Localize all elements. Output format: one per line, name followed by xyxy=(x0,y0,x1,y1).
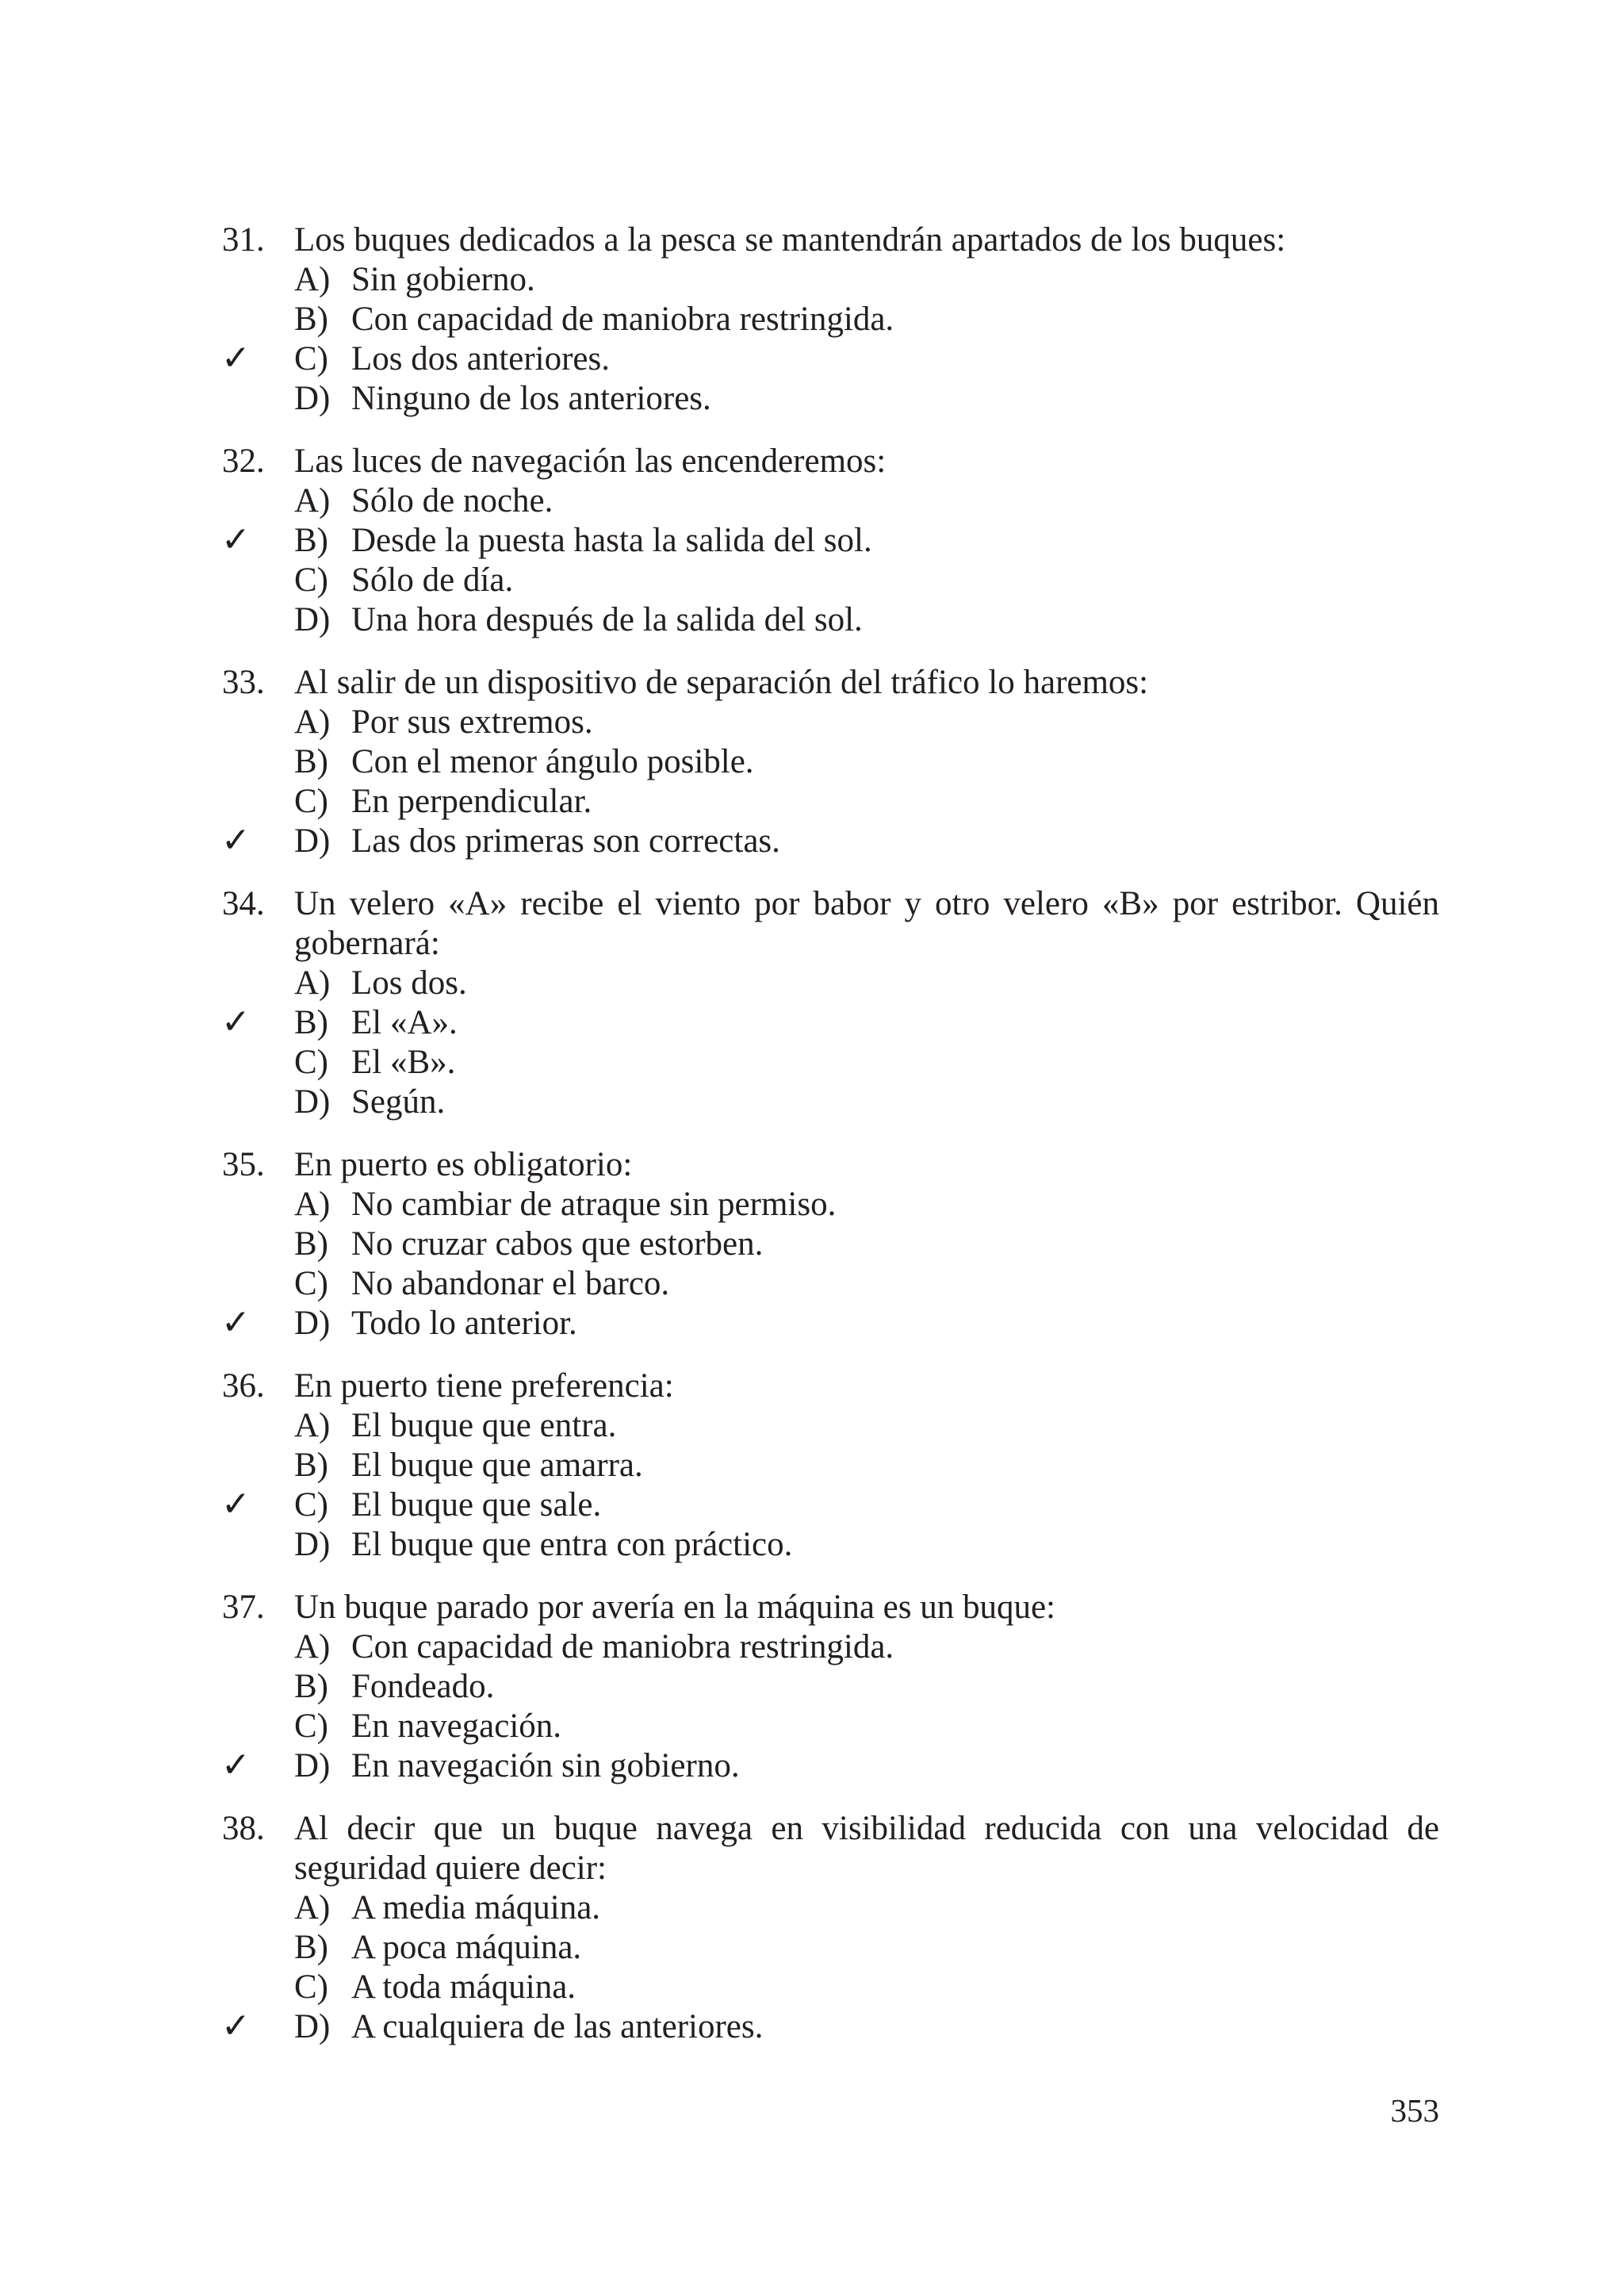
question-text: Un velero «A» recibe el viento por babor y otro velero «B» por estribor. Quién gobernará: xyxy=(294,885,1439,962)
option-letter: C) xyxy=(294,1708,328,1745)
option-a xyxy=(222,1888,1439,1928)
option-letter: A) xyxy=(294,1889,331,1926)
option-letter: D) xyxy=(294,601,331,638)
question-number: 35. xyxy=(222,1146,265,1183)
option-b xyxy=(222,300,1439,339)
question-text: Un buque parado por avería en la máquina es un buque: xyxy=(294,1589,1056,1626)
option-c xyxy=(222,339,1439,379)
option-text: Sin gobierno. xyxy=(351,261,535,298)
option-text: A toda máquina. xyxy=(351,1968,576,2006)
option-a xyxy=(222,1406,1439,1446)
option-text: Según. xyxy=(351,1083,446,1121)
option-text: Desde la puesta hasta la salida del sol. xyxy=(351,522,872,559)
page-number: 353 xyxy=(1390,2092,1439,2129)
option-text: Por sus extremos. xyxy=(351,703,593,741)
option-letter: C) xyxy=(294,1486,328,1524)
question-stem xyxy=(222,442,1439,481)
option-text: En perpendicular. xyxy=(351,783,592,820)
option-c xyxy=(222,1264,1439,1304)
question-text: Al salir de un dispositivo de separación del tráfico lo haremos: xyxy=(294,664,1149,701)
question-text: En puerto tiene preferencia: xyxy=(294,1367,674,1405)
option-b xyxy=(222,1003,1439,1043)
option-text: Los dos. xyxy=(351,964,467,1002)
question-38 xyxy=(222,1809,1439,2047)
option-a xyxy=(222,1185,1439,1225)
option-b xyxy=(222,521,1439,561)
option-letter: D) xyxy=(294,380,331,417)
question-35 xyxy=(222,1145,1439,1343)
option-b xyxy=(222,1928,1439,1968)
option-d xyxy=(222,379,1439,419)
question-stem xyxy=(222,884,1439,964)
question-number: 31. xyxy=(222,221,265,259)
option-a xyxy=(222,964,1439,1003)
option-letter: B) xyxy=(294,743,328,780)
question-stem xyxy=(222,663,1439,703)
option-letter: C) xyxy=(294,1044,328,1081)
option-text: Sólo de noche. xyxy=(351,482,553,519)
question-text: Los buques dedicados a la pesca se mantendrán apartados de los buques: xyxy=(294,221,1286,259)
question-text: Al decir que un buque navega en visibilidad reducida con una velocidad de seguridad quiere decir: xyxy=(294,1810,1439,1887)
check-mark-icon: ✓ xyxy=(221,1484,251,1524)
option-text: El «A». xyxy=(351,1004,458,1041)
option-text: En navegación sin gobierno. xyxy=(351,1747,740,1784)
question-stem xyxy=(222,1809,1439,1888)
option-letter: B) xyxy=(294,1447,328,1484)
option-text: El buque que amarra. xyxy=(351,1447,643,1484)
option-c xyxy=(222,561,1439,600)
question-number: 37. xyxy=(222,1589,265,1626)
question-stem xyxy=(222,1145,1439,1185)
option-c xyxy=(222,1043,1439,1083)
option-letter: C) xyxy=(294,340,328,378)
check-mark-icon: ✓ xyxy=(221,2006,251,2046)
question-34 xyxy=(222,884,1439,1122)
question-number: 33. xyxy=(222,664,265,701)
option-b xyxy=(222,1225,1439,1264)
check-mark-icon: ✓ xyxy=(221,338,251,378)
option-letter: C) xyxy=(294,562,328,599)
question-stem xyxy=(222,1588,1439,1627)
question-number: 32. xyxy=(222,443,265,480)
option-letter: D) xyxy=(294,1747,331,1784)
option-b xyxy=(222,1667,1439,1707)
option-c xyxy=(222,1968,1439,2007)
question-number: 36. xyxy=(222,1367,265,1405)
option-text: En navegación. xyxy=(351,1708,562,1745)
option-b xyxy=(222,742,1439,782)
option-d xyxy=(222,600,1439,640)
option-text: Sólo de día. xyxy=(351,562,514,599)
option-text: Con capacidad de maniobra restringida. xyxy=(351,1628,894,1665)
option-letter: D) xyxy=(294,1526,331,1563)
question-number: 38. xyxy=(222,1810,265,1847)
option-b xyxy=(222,1446,1439,1485)
check-mark-icon: ✓ xyxy=(221,820,251,861)
question-stem xyxy=(222,220,1439,260)
option-text: Las dos primeras son correctas. xyxy=(351,822,780,860)
option-letter: A) xyxy=(294,1628,331,1665)
option-text: Con el menor ángulo posible. xyxy=(351,743,754,780)
question-text: En puerto es obligatorio: xyxy=(294,1146,633,1183)
option-text: Con capacidad de maniobra restringida. xyxy=(351,301,894,338)
option-d xyxy=(222,822,1439,861)
option-d xyxy=(222,1746,1439,1786)
question-36 xyxy=(222,1366,1439,1565)
question-33 xyxy=(222,663,1439,861)
option-letter: B) xyxy=(294,1929,328,1966)
option-text: El «B». xyxy=(351,1044,456,1081)
option-c xyxy=(222,782,1439,822)
option-text: No abandonar el barco. xyxy=(351,1265,670,1302)
check-mark-icon: ✓ xyxy=(221,1745,251,1785)
option-text: El buque que entra. xyxy=(351,1407,617,1444)
option-c xyxy=(222,1485,1439,1525)
option-letter: B) xyxy=(294,1004,328,1041)
option-text: A poca máquina. xyxy=(351,1929,582,1966)
option-d xyxy=(222,1083,1439,1122)
option-letter: B) xyxy=(294,301,328,338)
option-text: A cualquiera de las anteriores. xyxy=(351,2008,764,2045)
question-number: 34. xyxy=(222,885,265,922)
option-letter: A) xyxy=(294,482,331,519)
option-letter: C) xyxy=(294,1265,328,1302)
option-text: El buque que sale. xyxy=(351,1486,602,1524)
option-letter: C) xyxy=(294,1968,328,2006)
option-text: Ninguno de los anteriores. xyxy=(351,380,711,417)
check-mark-icon: ✓ xyxy=(221,1002,251,1042)
option-text: Todo lo anterior. xyxy=(351,1305,577,1342)
question-37 xyxy=(222,1588,1439,1786)
question-31 xyxy=(222,220,1439,419)
option-letter: A) xyxy=(294,1186,331,1223)
option-letter: C) xyxy=(294,783,328,820)
option-d xyxy=(222,1525,1439,1565)
question-text: Las luces de navegación las encenderemos: xyxy=(294,443,887,480)
option-text: Los dos anteriores. xyxy=(351,340,611,378)
option-text: No cambiar de atraque sin permiso. xyxy=(351,1186,837,1223)
option-letter: B) xyxy=(294,522,328,559)
option-text: No cruzar cabos que estorben. xyxy=(351,1225,764,1263)
option-c xyxy=(222,1707,1439,1746)
option-a xyxy=(222,260,1439,300)
check-mark-icon: ✓ xyxy=(221,519,251,560)
option-letter: D) xyxy=(294,822,331,860)
option-letter: A) xyxy=(294,964,331,1002)
option-letter: D) xyxy=(294,1083,331,1121)
option-text: A media máquina. xyxy=(351,1889,601,1926)
option-letter: A) xyxy=(294,1407,331,1444)
question-32 xyxy=(222,442,1439,640)
option-text: El buque que entra con práctico. xyxy=(351,1526,793,1563)
check-mark-icon: ✓ xyxy=(221,1302,251,1343)
question-stem xyxy=(222,1366,1439,1406)
option-letter: A) xyxy=(294,703,331,741)
option-letter: B) xyxy=(294,1225,328,1263)
option-a xyxy=(222,481,1439,521)
option-letter: B) xyxy=(294,1668,328,1705)
option-a xyxy=(222,703,1439,742)
option-text: Una hora después de la salida del sol. xyxy=(351,601,863,638)
option-text: Fondeado. xyxy=(351,1668,495,1705)
option-d xyxy=(222,2007,1439,2047)
option-a xyxy=(222,1627,1439,1667)
option-letter: D) xyxy=(294,1305,331,1342)
option-d xyxy=(222,1304,1439,1343)
option-letter: A) xyxy=(294,261,331,298)
option-letter: D) xyxy=(294,2008,331,2045)
